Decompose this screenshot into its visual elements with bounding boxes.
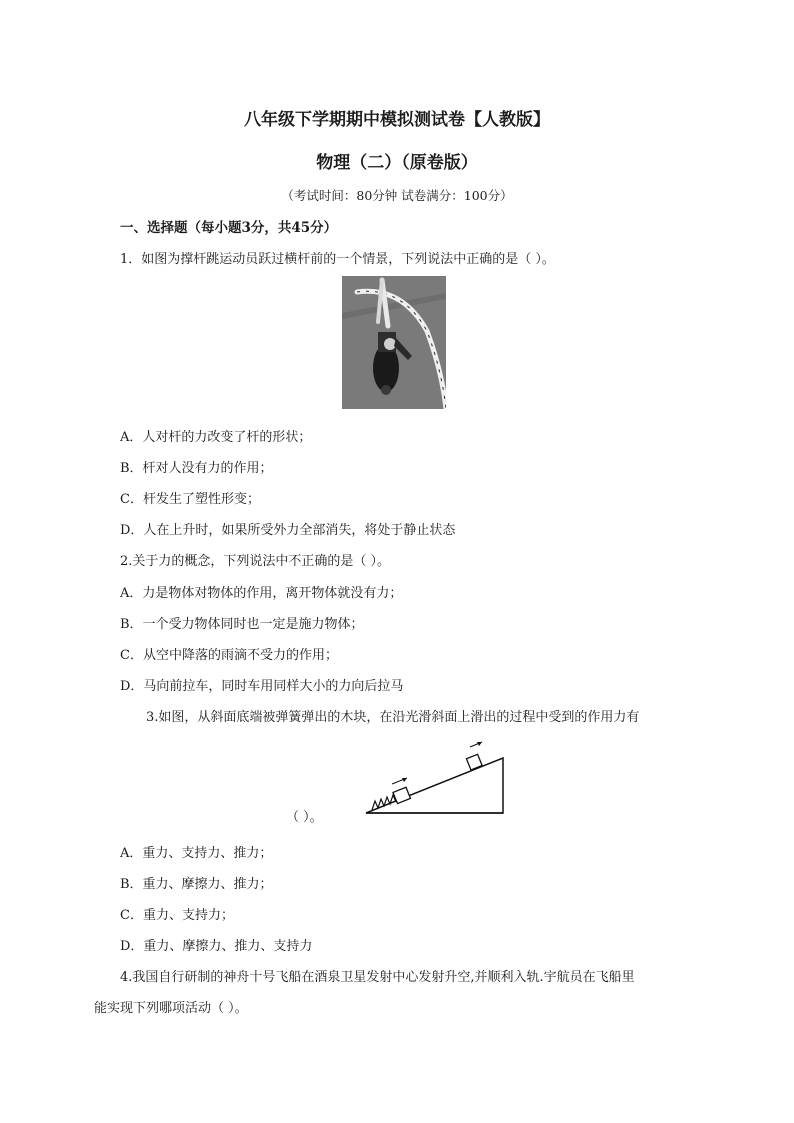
question-4-stem-line1: 4.我国自行研制的神舟十号飞船在酒泉卫星发射中心发射升空,并顺利入轨.宇航员在飞船里: [120, 970, 635, 985]
q2-option-b: B．一个受力物体同时也一定是施力物体；: [120, 617, 364, 632]
q3-answer-blank: （ ）。: [286, 810, 323, 825]
page-title: 八年级下学期期中模拟测试卷【人教版】: [244, 110, 550, 130]
question-2-stem: 2.关于力的概念，下列说法中不正确的是（ ）。: [120, 554, 391, 569]
incline-spring-diagram: [360, 738, 510, 818]
exam-info: （考试时间：80分钟 试卷满分：100分）: [281, 188, 513, 203]
q2-option-a: A．力是物体对物体的作用，离开物体就没有力；: [120, 586, 403, 601]
page-subtitle: 物理（二）（原卷版）: [316, 153, 478, 173]
q1-option-a: A．人对杆的力改变了杆的形状；: [120, 430, 312, 445]
question-3-stem: 3.如图，从斜面底端被弹簧弹出的木块，在沿光滑斜面上滑出的过程中受到的作用力有: [146, 710, 640, 725]
q2-option-d: D．马向前拉车，同时车用同样大小的力向后拉马: [120, 679, 404, 694]
q3-option-a: A．重力、支持力、推力；: [120, 846, 273, 861]
q1-option-c: C．杆发生了塑性形变；: [120, 492, 260, 507]
section-heading: 一、选择题（每小题3分，共45分）: [120, 220, 338, 236]
pole-vault-photo: [342, 276, 446, 409]
q3-option-d: D．重力、摩擦力、推力、支持力: [120, 939, 313, 954]
q3-option-c: C．重力、支持力；: [120, 908, 234, 923]
q2-option-c: C．从空中降落的雨滴不受力的作用；: [120, 648, 338, 663]
question-1-stem: 1．如图为撑杆跳运动员跃过横杆前的一个情景，下列说法中正确的是（ ）。: [120, 252, 555, 267]
q1-option-b: B．杆对人没有力的作用；: [120, 461, 273, 476]
q3-option-b: B．重力、摩擦力、推力；: [120, 877, 273, 892]
q1-option-d: D．人在上升时，如果所受外力全部消失，将处于静止状态: [120, 523, 456, 538]
question-4-stem-line2: 能实现下列哪项活动（ ）。: [94, 1001, 248, 1016]
